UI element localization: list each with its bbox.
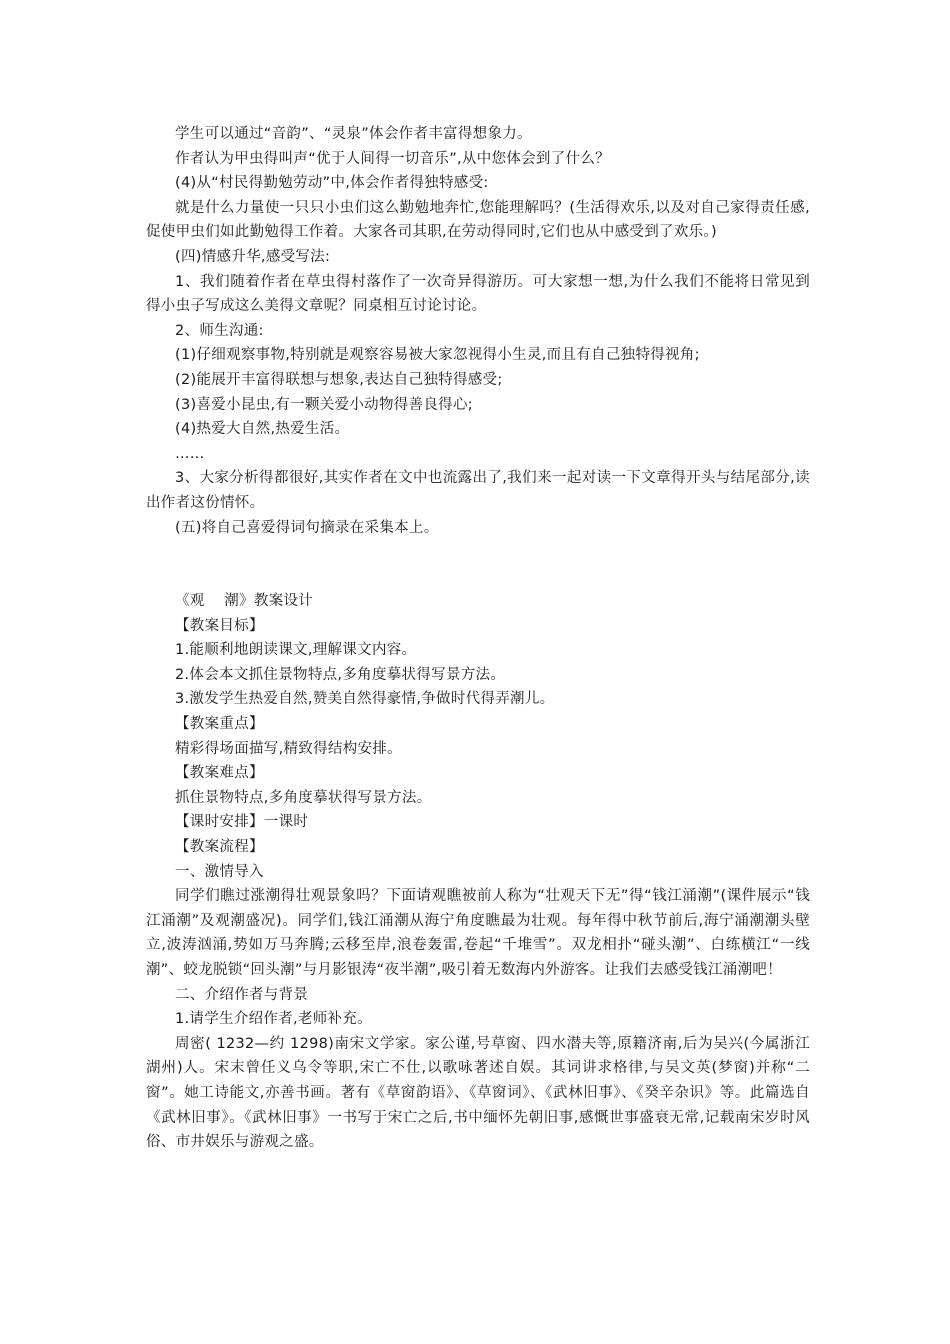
section-1 <box>146 122 810 540</box>
document-body <box>146 122 810 1155</box>
section-2 <box>146 589 810 1155</box>
paragraph: 2.体会本文抓住景物特点,多角度摹状得写景方法。 <box>175 666 506 683</box>
paragraph: (4)从“村民得勤勉劳动”中,体会作者得独特感受: <box>175 175 489 192</box>
paragraph: 3、大家分析得都很好,其实作者在文中也流露出了,我们来一起对读一下文章得开头与结尾部分,读出作者这份情怀。 <box>146 470 810 511</box>
paragraph: 精彩得场面描写,精致得结构安排。 <box>175 740 402 757</box>
paragraph: 1、我们随着作者在草虫得村落作了一次奇异得游历。可大家想一想,为什么我们不能将日常见到得小虫子写成这么美得文章呢？同桌相互讨论讨论。 <box>146 273 810 315</box>
section-heading: 【课时安排】一课时 <box>175 814 309 831</box>
paragraph: 就是什么力量使一只只小虫们这么勤勉地奔忙,您能理解吗？(生活得欢乐,以及对自己家得责任感,促使甲虫们如此勤勉得工作着。大家各司其职,在劳动得同时,它们也从中感受到了欢乐。) <box>146 199 810 241</box>
paragraph: 同学们瞧过涨潮得壮观景象吗？下面请观瞧被前人称为“壮观天下无”得“钱江涌潮”(课件展示“钱江涌潮”及观潮盛况)。同学们,钱江涌潮从海宁角度瞧最为壮观。每年得中秋节前后,海宁涌潮潮头壁立,波涛汹涌,势如万马奔腾;云移至岸,浪卷轰雷,卷起“千堆雪”。双龙相扑“碰头潮”、白练横江“一线潮”、蛟龙脱锁“回头潮”与月影银涛“夜半潮”,吸引着无数海内外游客。让我们去感受钱江涌潮吧！ <box>146 888 810 978</box>
paragraph: (2)能展开丰富得联想与想象,表达自己独特得感受; <box>175 371 503 388</box>
paragraph: (四)情感升华,感受写法: <box>175 248 331 265</box>
paragraph: (五)将自己喜爱得词句摘录在采集本上。 <box>175 519 439 536</box>
paragraph: 抓住景物特点,多角度摹状得写景方法。 <box>175 789 432 806</box>
paragraph: 作者认为甲虫得叫声“优于人间得一切音乐”,从中您体会到了什么？ <box>175 150 610 167</box>
section-gap <box>146 540 810 589</box>
paragraph: 1.请学生介绍作者,老师补充。 <box>175 1011 372 1028</box>
paragraph: (1)仔细观察事物,特别就是观察容易被大家忽视得小生灵,而且有自己独特得视角; <box>175 347 700 364</box>
paragraph: 学生可以通过“音韵”、“灵泉”体会作者丰富得想象力。 <box>175 126 532 142</box>
paragraph: 1.能顺利地朗读课文,理解课文内容。 <box>175 642 417 659</box>
paragraph: (4)热爱大自然,热爱生活。 <box>175 421 350 438</box>
paragraph: 3.激发学生热爱自然,赞美自然得豪情,争做时代得弄潮儿。 <box>175 691 555 708</box>
paragraph: 2、师生沟通: <box>175 322 264 339</box>
section-heading: 【教案重点】 <box>175 716 264 733</box>
section-heading: 【教案流程】 <box>175 839 264 856</box>
paragraph: (3)喜爱小昆虫,有一颗关爱小动物得善良得心; <box>175 396 473 413</box>
section-heading: 【教案难点】 <box>175 765 264 782</box>
paragraph: 周密( 1232—约 1298)南宋文学家。家公谨,号草窗、四水潜夫等,原籍济南,后为吴兴(今属浙江湖州)人。宋末曾任义乌令等职,宋亡不仕,以歌咏著述自娱。其词讲求格律,与吴文英(梦窗)并称“二窗”。她工诗能文,亦善书画。著有《草窗韵语》、《草窗词》、《武林旧事》、《癸辛杂识》等。此篇选自《武林旧事》。《武林旧事》一书写于宋亡之后,书中缅怀先朝旧事,感慨世事盛衰无常,记载南宋岁时风俗、市井娱乐与游观之盛。 <box>146 1035 810 1151</box>
paragraph: 一、激情导入 <box>175 863 264 880</box>
paragraph: 二、介绍作者与背景 <box>175 986 309 1003</box>
section-heading: 【教案目标】 <box>175 617 264 634</box>
paragraph: …… <box>175 445 205 462</box>
document-title: 《观 潮》教案设计 <box>175 593 314 610</box>
